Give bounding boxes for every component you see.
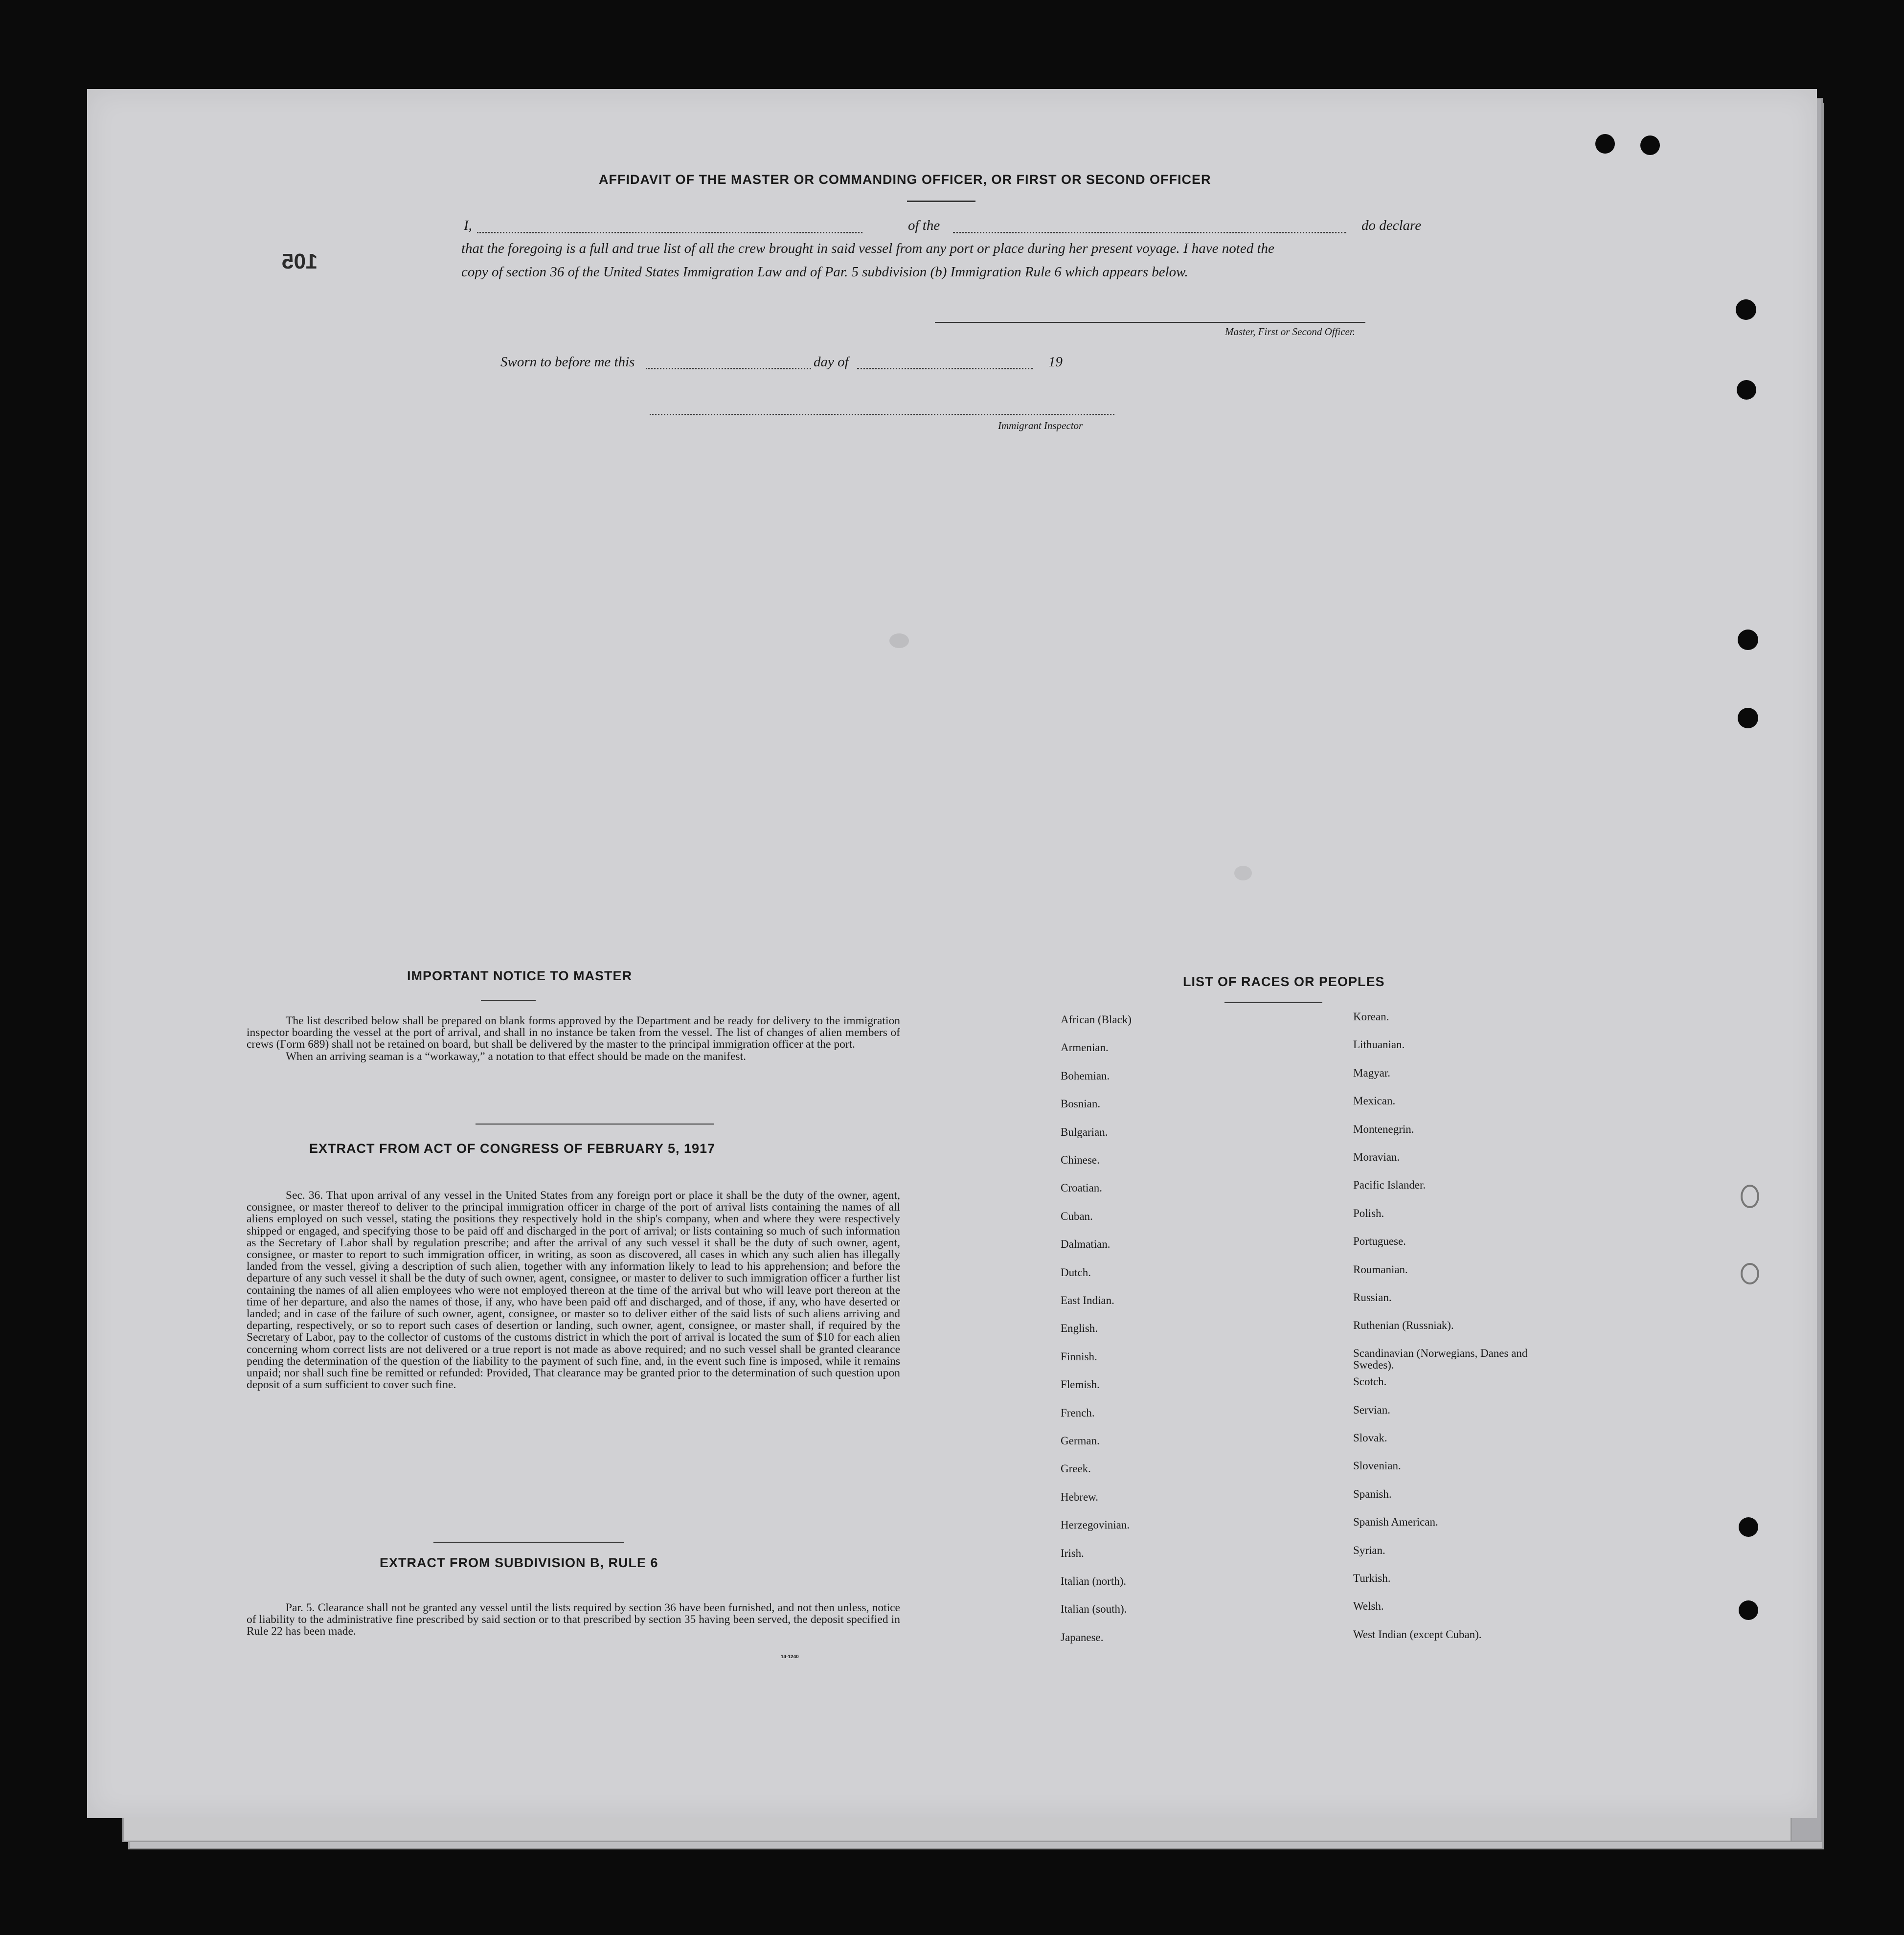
races-title: LIST OF RACES OR PEOPLES bbox=[1183, 974, 1385, 989]
punch-hole bbox=[1736, 299, 1756, 320]
punch-hole bbox=[1737, 380, 1756, 400]
race-item-left: Finnish. bbox=[1061, 1350, 1097, 1363]
race-item-right: Spanish. bbox=[1353, 1487, 1392, 1500]
race-item-left: Dutch. bbox=[1061, 1266, 1091, 1279]
race-item-right: Moravian. bbox=[1353, 1151, 1400, 1163]
race-item-left: Bulgarian. bbox=[1061, 1125, 1108, 1138]
race-item-left: African (Black) bbox=[1061, 1013, 1132, 1026]
race-item-right: Slovak. bbox=[1353, 1432, 1387, 1444]
sworn-month-blank bbox=[857, 368, 1033, 369]
punch-hole bbox=[1595, 134, 1615, 154]
race-item-left: Chinese. bbox=[1061, 1154, 1100, 1166]
race-item-left: Italian (north). bbox=[1061, 1575, 1127, 1587]
punch-hole bbox=[1739, 1600, 1758, 1620]
sworn-prefix: Sworn to before me this bbox=[500, 354, 635, 370]
extract-act-body bbox=[247, 1190, 900, 1391]
rule-6-text: Par. 5. Clearance shall not be granted any vessel until the lists required by section 36 have been furnished, and not then unless, notice of liability to the administrative fine prescribed by said section or to that prescribed by section 35 having been served, the deposit specified in Rule 22 has been made. bbox=[247, 1601, 900, 1638]
form-number: 14-1240 bbox=[781, 1654, 799, 1660]
mirrored-stamp: 105 bbox=[282, 249, 318, 273]
notice-paragraph-2: When an arriving seaman is a “workaway,” a notation to that effect should be made on the manifest. bbox=[286, 1050, 746, 1063]
race-item-left: Hebrew. bbox=[1061, 1490, 1099, 1503]
race-item-right: Welsh. bbox=[1353, 1600, 1384, 1613]
race-item-right: Scandinavian (Norwegians, Danes and Swedes). bbox=[1353, 1347, 1528, 1371]
extract-rule-body bbox=[247, 1602, 900, 1638]
ink-smudge bbox=[889, 633, 909, 648]
sworn-year: 19 bbox=[1048, 354, 1063, 370]
punch-hole bbox=[1739, 1517, 1758, 1537]
affidavit-of-the: of the bbox=[908, 218, 940, 233]
race-item-left: Croatian. bbox=[1061, 1182, 1102, 1194]
race-item-right: Roumanian. bbox=[1353, 1263, 1408, 1276]
punch-ring bbox=[1741, 1263, 1759, 1284]
notice-body bbox=[247, 1015, 900, 1062]
race-item-right: Lithuanian. bbox=[1353, 1038, 1405, 1051]
affidavit-title: AFFIDAVIT OF THE MASTER OR COMMANDING OFFICER, OR FIRST OR SECOND OFFICER bbox=[599, 172, 1211, 187]
affidavit-title-rule bbox=[907, 201, 975, 202]
race-item-right: West Indian (except Cuban). bbox=[1353, 1628, 1482, 1641]
name-blank bbox=[477, 232, 862, 233]
race-item-left: Irish. bbox=[1061, 1547, 1084, 1559]
race-item-left: Armenian. bbox=[1061, 1041, 1109, 1054]
race-item-left: Japanese. bbox=[1061, 1631, 1104, 1643]
affidavit-line-2: that the foregoing is a full and true list of all the crew brought in said vessel from any port or place during her present voyage. I have noted the bbox=[461, 241, 1274, 256]
race-item-right: Scotch. bbox=[1353, 1375, 1387, 1388]
race-item-right: Polish. bbox=[1353, 1207, 1384, 1219]
race-item-right: Magyar. bbox=[1353, 1066, 1391, 1079]
punch-hole bbox=[1738, 630, 1758, 650]
race-item-left: Cuban. bbox=[1061, 1210, 1093, 1222]
race-item-right: Mexican. bbox=[1353, 1095, 1396, 1107]
ink-smudge bbox=[1234, 866, 1252, 880]
race-item-left: French. bbox=[1061, 1406, 1095, 1419]
section-divider bbox=[433, 1542, 624, 1543]
race-item-right: Turkish. bbox=[1353, 1572, 1391, 1584]
race-item-right: Korean. bbox=[1353, 1011, 1389, 1023]
inspector-caption: Immigrant Inspector bbox=[998, 420, 1083, 431]
race-item-left: Italian (south). bbox=[1061, 1603, 1127, 1616]
race-item-left: Flemish. bbox=[1061, 1378, 1100, 1391]
affidavit-line-3: copy of section 36 of the United States Immigration Law and of Par. 5 subdivision (b) Immigration Rule 6 which appears below. bbox=[461, 264, 1188, 280]
race-item-right: Ruthenian (Russniak). bbox=[1353, 1319, 1454, 1332]
race-item-left: German. bbox=[1061, 1435, 1100, 1447]
master-signature-line bbox=[935, 322, 1365, 323]
section-divider bbox=[476, 1124, 714, 1125]
race-item-right: Montenegrin. bbox=[1353, 1123, 1414, 1135]
extract-rule-title: EXTRACT FROM SUBDIVISION B, RULE 6 bbox=[380, 1555, 658, 1570]
race-item-left: Dalmatian. bbox=[1061, 1238, 1111, 1251]
master-signature-caption: Master, First or Second Officer. bbox=[1225, 326, 1355, 338]
affidavit-i: I, bbox=[464, 218, 472, 233]
notice-title: IMPORTANT NOTICE TO MASTER bbox=[407, 968, 632, 983]
race-item-left: Greek. bbox=[1061, 1462, 1091, 1475]
race-item-right: Pacific Islander. bbox=[1353, 1179, 1426, 1192]
race-item-right: Syrian. bbox=[1353, 1544, 1385, 1556]
races-title-rule bbox=[1224, 1002, 1322, 1003]
extract-act-title: EXTRACT FROM ACT OF CONGRESS OF FEBRUARY 5, 1917 bbox=[309, 1141, 716, 1156]
race-item-right: Russian. bbox=[1353, 1291, 1392, 1304]
sworn-day-blank bbox=[646, 368, 811, 369]
section-36-text: Sec. 36. That upon arrival of any vessel in the United States from any foreign port or place it shall be the duty of the owner, agent, consignee, or master thereof to deliver to the principal immigration officer in charge of the port of arrival lists containing the names of all aliens employed on such vessel, stating the positions they respectively hold in the ship's company, when and where they were respectively shipped or engaged, and specifying those to be paid off and discharged in the port of arrival; or lists containing so much of such information as the Secretary of Labor shall by regulation prescribe; and after the arrival of any such vessel it shall be the duty of such owner, agent, consignee, or master to report to such immigration officer, in writing, as soon as discovered, all cases in which any such alien has illegally landed from the vessel, giving a description of such alien, together with any information likely to lead to his apprehension; and before the departure of any such vessel it shall be the duty of such owner, agent, consignee, or master to deliver to such immigration officer a further list containing the names of all alien employees who were not employed thereon at the time of the arrival but who will leave port thereon at the time of her departure, and also the names of those, if any, who have been paid off and discharged, and of those, if any, who have deserted or landed; and in case of the failure of such owner, agent, consignee, or master so to deliver either of the said lists of such aliens arriving and departing, respectively, or so to report such cases of desertion or landing, such owner, agent, consignee, or master shall, if required by the Secretary of Labor, pay to the collector of customs of the customs district in which the port of arrival is located the sum of $10 for each alien concerning whom correct lists are not delivered or a true report is not made as above required; and no such vessel shall be granted clearance pending the determination of the question of the liability to the payment of such fine, and, in the event such fine is imposed, while it remains unpaid; nor shall such fine be remitted or refunded: Provided, That clearance may be granted prior to the determination of such question upon deposit of a sum sufficient to cover such fine. bbox=[247, 1189, 900, 1392]
inspector-signature-line bbox=[650, 414, 1114, 415]
race-item-left: Bosnian. bbox=[1061, 1098, 1101, 1110]
notice-title-rule bbox=[481, 1000, 536, 1001]
document-page bbox=[87, 89, 1817, 1818]
race-item-right: Spanish American. bbox=[1353, 1516, 1438, 1529]
punch-hole bbox=[1640, 135, 1660, 155]
vessel-blank bbox=[953, 232, 1346, 233]
race-item-left: East Indian. bbox=[1061, 1294, 1114, 1306]
punch-ring bbox=[1741, 1185, 1759, 1208]
notice-paragraph-1: The list described below shall be prepared on blank forms approved by the Department and be ready for delivery to the immigration inspector boarding the vessel at the port of arrival, and shall in no instance be taken from the vessel. The list of changes of alien members of crews (Form 689) shall not be retained on board, but shall be delivered by the master to the principal immigration officer at the port. bbox=[247, 1014, 900, 1051]
affidavit-declare: do declare bbox=[1361, 218, 1422, 233]
race-item-left: English. bbox=[1061, 1322, 1098, 1335]
race-item-right: Servian. bbox=[1353, 1403, 1391, 1416]
race-item-right: Portuguese. bbox=[1353, 1235, 1406, 1248]
race-item-left: Herzegovinian. bbox=[1061, 1519, 1130, 1531]
race-item-right: Slovenian. bbox=[1353, 1460, 1401, 1472]
punch-hole bbox=[1738, 708, 1758, 728]
sworn-day-of: day of bbox=[814, 354, 849, 370]
race-item-left: Bohemian. bbox=[1061, 1069, 1110, 1082]
